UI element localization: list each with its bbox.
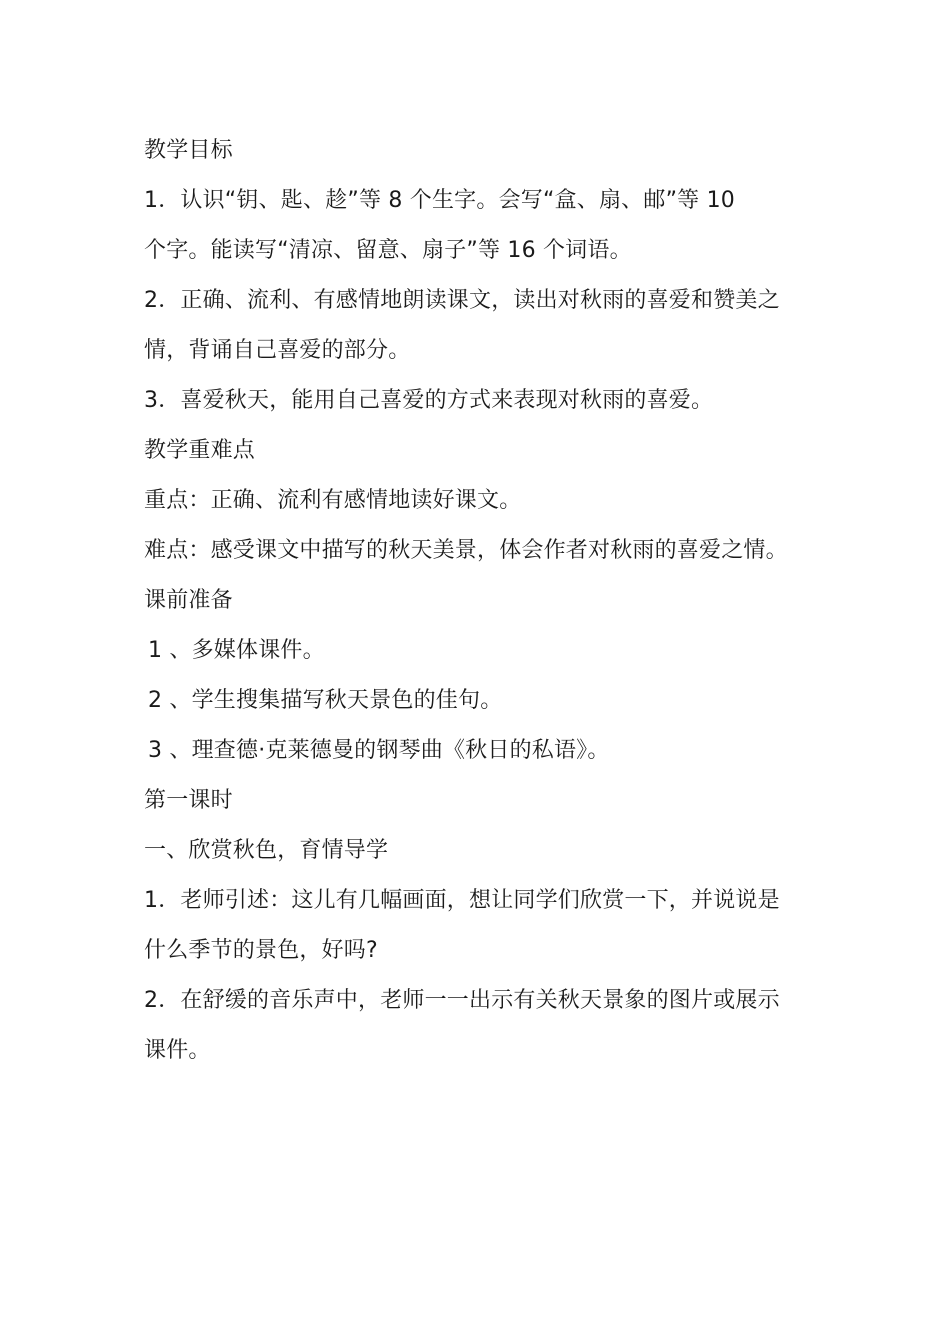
document-body xyxy=(144,126,814,1076)
goal-3: 3．喜爱秋天，能用自己喜爱的方式来表现对秋雨的喜爱。 xyxy=(144,388,714,413)
preparation-item-1: 1 、多媒体课件。 xyxy=(148,638,325,663)
step-2-line-1: 2．在舒缓的音乐声中，老师一一出示有关秋天景象的图片或展示 xyxy=(144,988,780,1013)
preparation-item-3: 3 、理查德·克莱德曼的钢琴曲《秋日的私语》。 xyxy=(148,738,610,763)
subsection-heading-appreciate: 一、欣赏秋色，育情导学 xyxy=(144,838,389,863)
step-2-line-2: 课件。 xyxy=(144,1038,211,1063)
section-heading-teaching-goals: 教学目标 xyxy=(144,138,233,163)
step-1-line-2: 什么季节的景色，好吗? xyxy=(144,938,378,963)
step-1-line-1: 1．老师引述：这儿有几幅画面，想让同学们欣赏一下，并说说是 xyxy=(144,888,780,913)
goal-2-line-1: 2．正确、流利、有感情地朗读课文，读出对秋雨的喜爱和赞美之 xyxy=(144,288,780,313)
section-heading-preparation: 课前准备 xyxy=(144,588,233,613)
difficult-point: 难点：感受课文中描写的秋天美景，体会作者对秋雨的喜爱之情。 xyxy=(144,538,788,563)
section-heading-key-points: 教学重难点 xyxy=(144,438,256,463)
section-heading-first-lesson: 第一课时 xyxy=(144,788,233,813)
key-point: 重点：正确、流利有感情地读好课文。 xyxy=(144,488,522,513)
goal-1-line-1: 1．认识“钥、匙、趁”等 8 个生字。会写“盒、扇、邮”等 10 xyxy=(144,188,735,213)
goal-2-line-2: 情，背诵自己喜爱的部分。 xyxy=(144,338,411,363)
preparation-item-2: 2 、学生搜集描写秋天景色的佳句。 xyxy=(148,688,503,713)
goal-1-line-2: 个字。能读写“清凉、留意、扇子”等 16 个词语。 xyxy=(144,238,632,263)
